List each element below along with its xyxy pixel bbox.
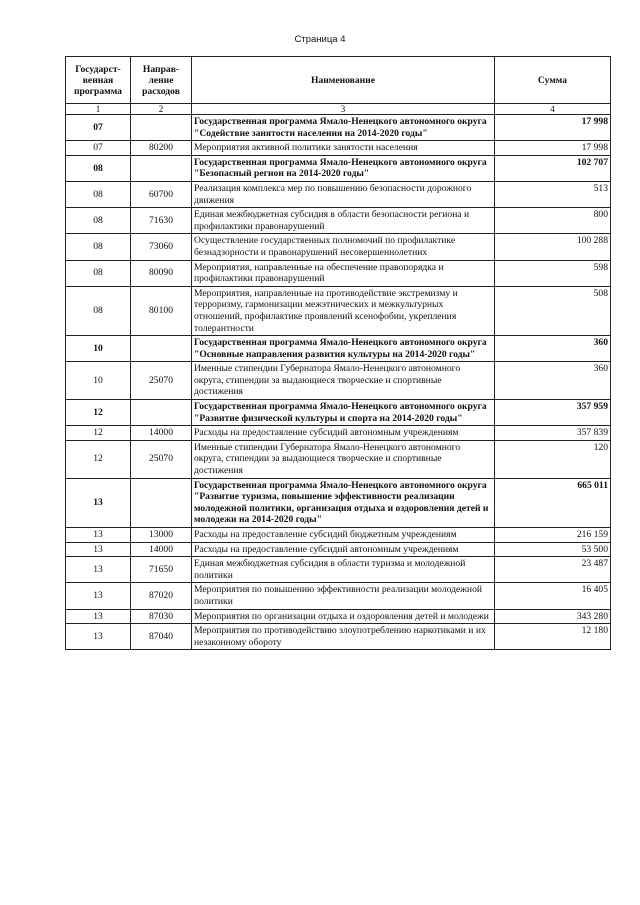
cell-name: Государственная программа Ямало-Ненецкого автономного округа "Основные направления развития культуры на 2014-2020 годы": [192, 336, 495, 362]
cell-direction: 14000: [131, 426, 192, 441]
table-row: [66, 362, 611, 400]
cell-direction: 25070: [131, 362, 192, 400]
cell-name: Именные стипендии Губернатора Ямало-Ненецкого автономного округа, стипендии за выдающиеся творческие и спортивные достижения: [192, 440, 495, 478]
table-row: [66, 583, 611, 609]
cell-direction: [131, 400, 192, 426]
cell-name: Мероприятия по организации отдыха и оздоровления детей и молодежи: [192, 609, 495, 624]
table-row: [66, 624, 611, 650]
table-row: [66, 286, 611, 335]
cell-program: 07: [66, 141, 131, 156]
cell-amount: 800: [495, 208, 611, 234]
cell-direction: [131, 155, 192, 181]
cell-direction: 87020: [131, 583, 192, 609]
cell-name: Мероприятия активной политики занятости населения: [192, 141, 495, 156]
cell-direction: 71650: [131, 557, 192, 583]
column-number-row: [66, 104, 611, 115]
cell-direction: 87040: [131, 624, 192, 650]
table-row: [66, 181, 611, 207]
cell-program: 08: [66, 260, 131, 286]
cell-amount: 513: [495, 181, 611, 207]
cell-program: 12: [66, 400, 131, 426]
cell-program: 12: [66, 440, 131, 478]
cell-direction: 80100: [131, 286, 192, 335]
cell-direction: 13000: [131, 528, 192, 543]
header-program: Государст-венная программа: [66, 57, 131, 104]
cell-program: 13: [66, 609, 131, 624]
cell-amount: 360: [495, 336, 611, 362]
cell-program: 13: [66, 528, 131, 543]
table-row: [66, 155, 611, 181]
header-row: [66, 57, 611, 104]
cell-amount: 357 839: [495, 426, 611, 441]
table-row: [66, 208, 611, 234]
cell-program: 08: [66, 208, 131, 234]
cell-amount: 16 405: [495, 583, 611, 609]
cell-program: 08: [66, 155, 131, 181]
cell-direction: [131, 478, 192, 527]
cell-amount: 665 011: [495, 478, 611, 527]
table-row: [66, 141, 611, 156]
cell-name: Именные стипендии Губернатора Ямало-Ненецкого автономного округа, стипендии за выдающиеся творческие и спортивные достижения: [192, 362, 495, 400]
header-direction: Направ-ление расходов: [131, 57, 192, 104]
table-row: [66, 542, 611, 557]
cell-name: Расходы на предоставление субсидий автономным учреждениям: [192, 426, 495, 441]
column-number: 3: [192, 104, 495, 115]
cell-name: Осуществление государственных полномочий по профилактике безнадзорности и правонарушений несовершеннолетних: [192, 234, 495, 260]
table-row: [66, 400, 611, 426]
cell-program: 07: [66, 115, 131, 141]
page-label: Страница 4: [294, 34, 346, 45]
cell-name: Мероприятия по противодействию злоупотреблению наркотиками и их незаконному обороту: [192, 624, 495, 650]
cell-amount: 508: [495, 286, 611, 335]
table-row: [66, 234, 611, 260]
header-amount: Сумма: [495, 57, 611, 104]
cell-amount: 53 500: [495, 542, 611, 557]
table-row: [66, 260, 611, 286]
cell-program: 08: [66, 234, 131, 260]
cell-name: Государственная программа Ямало-Ненецкого автономного округа "Содействие занятости населения на 2014-2020 годы": [192, 115, 495, 141]
cell-program: 13: [66, 583, 131, 609]
cell-direction: [131, 115, 192, 141]
cell-program: 08: [66, 286, 131, 335]
cell-direction: 60700: [131, 181, 192, 207]
cell-program: 08: [66, 181, 131, 207]
cell-direction: 14000: [131, 542, 192, 557]
table-row: [66, 478, 611, 527]
cell-amount: 120: [495, 440, 611, 478]
cell-amount: 102 707: [495, 155, 611, 181]
table-row: [66, 528, 611, 543]
cell-name: Мероприятия по повышению эффективности реализации молодежной политики: [192, 583, 495, 609]
cell-name: Единая межбюджетная субсидия в области безопасности региона и профилактики правонарушений: [192, 208, 495, 234]
cell-amount: 23 487: [495, 557, 611, 583]
cell-program: 13: [66, 542, 131, 557]
cell-amount: 343 280: [495, 609, 611, 624]
cell-amount: 360: [495, 362, 611, 400]
cell-direction: 73060: [131, 234, 192, 260]
cell-amount: 17 998: [495, 141, 611, 156]
table-row: [66, 426, 611, 441]
cell-amount: 17 998: [495, 115, 611, 141]
table-row: [66, 336, 611, 362]
cell-direction: 80090: [131, 260, 192, 286]
table-row: [66, 440, 611, 478]
cell-name: Государственная программа Ямало-Ненецкого автономного округа "Развитие туризма, повышение эффективности реализации молодежной политики, организация отдыха и оздоровления детей и молодежи на 2014-2020 годы": [192, 478, 495, 527]
cell-amount: 100 288: [495, 234, 611, 260]
cell-name: Мероприятия, направленные на противодействие экстремизму и терроризму, гармонизации межэтнических и межкультурных отношений, профилактике проявлений ксенофобии, укрепления толерантности: [192, 286, 495, 335]
table-row: [66, 609, 611, 624]
cell-program: 13: [66, 478, 131, 527]
cell-name: Реализация комплекса мер по повышению безопасности дорожного движения: [192, 181, 495, 207]
cell-program: 13: [66, 557, 131, 583]
cell-amount: 357 959: [495, 400, 611, 426]
cell-program: 10: [66, 336, 131, 362]
column-number: 4: [495, 104, 611, 115]
table-body: [66, 115, 611, 650]
cell-direction: 25070: [131, 440, 192, 478]
cell-program: 12: [66, 426, 131, 441]
cell-amount: 12 180: [495, 624, 611, 650]
cell-name: Расходы на предоставление субсидий бюджетным учреждениям: [192, 528, 495, 543]
cell-direction: 87030: [131, 609, 192, 624]
column-number: 1: [66, 104, 131, 115]
cell-name: Государственная программа Ямало-Ненецкого автономного округа "Безопасный регион на 2014-2020 годы": [192, 155, 495, 181]
cell-name: Единая межбюджетная субсидия в области туризма и молодежной политики: [192, 557, 495, 583]
budget-table: [65, 56, 611, 650]
cell-direction: [131, 336, 192, 362]
cell-name: Государственная программа Ямало-Ненецкого автономного округа "Развитие физической культуры и спорта на 2014-2020 годы": [192, 400, 495, 426]
cell-name: Расходы на предоставление субсидий автономным учреждениям: [192, 542, 495, 557]
cell-program: 10: [66, 362, 131, 400]
cell-amount: 598: [495, 260, 611, 286]
table-row: [66, 115, 611, 141]
header-name: Наименование: [192, 57, 495, 104]
column-number: 2: [131, 104, 192, 115]
cell-program: 13: [66, 624, 131, 650]
cell-direction: 71630: [131, 208, 192, 234]
cell-direction: 80200: [131, 141, 192, 156]
cell-amount: 216 159: [495, 528, 611, 543]
table-row: [66, 557, 611, 583]
cell-name: Мероприятия, направленные на обеспечение правопорядка и профилактики правонарушений: [192, 260, 495, 286]
